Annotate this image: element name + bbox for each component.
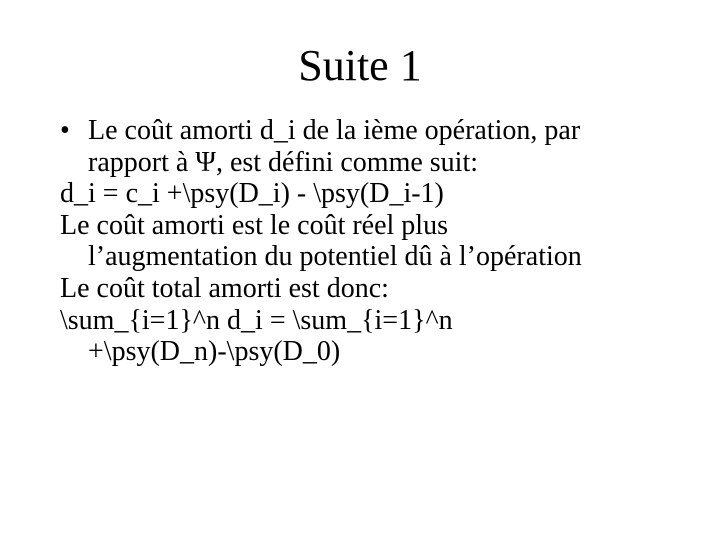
text-line: \sum_{i=1}^n d_i = \sum_{i=1}^n xyxy=(60,304,453,336)
bullet-paragraph-1 xyxy=(60,115,700,178)
text-line: Le coût amorti d_i de la ième opération, par xyxy=(88,115,581,146)
slide-title: Suite 1 xyxy=(298,41,422,90)
text-line: Le coût amorti est le coût réel plus xyxy=(60,209,448,241)
paragraph-total-formula xyxy=(60,305,700,368)
text-line: +\psy(D_n)-\psy(D_0) xyxy=(88,336,341,368)
paragraph-amortized-formula xyxy=(60,178,700,210)
text-line: rapport à Ψ, est défini comme suit: xyxy=(88,146,479,178)
text-line: d_i = c_i +\psy(D_i) - \psy(D_i-1) xyxy=(60,178,444,210)
paragraph-total-intro xyxy=(60,273,700,305)
text-line: l’augmentation du potentiel dû à l’opération xyxy=(88,241,582,273)
text-line: Le coût total amorti est donc: xyxy=(60,272,389,304)
slide-body xyxy=(60,115,700,368)
bullet-icon: • xyxy=(60,115,70,146)
paragraph-amortized-explanation xyxy=(60,210,700,273)
